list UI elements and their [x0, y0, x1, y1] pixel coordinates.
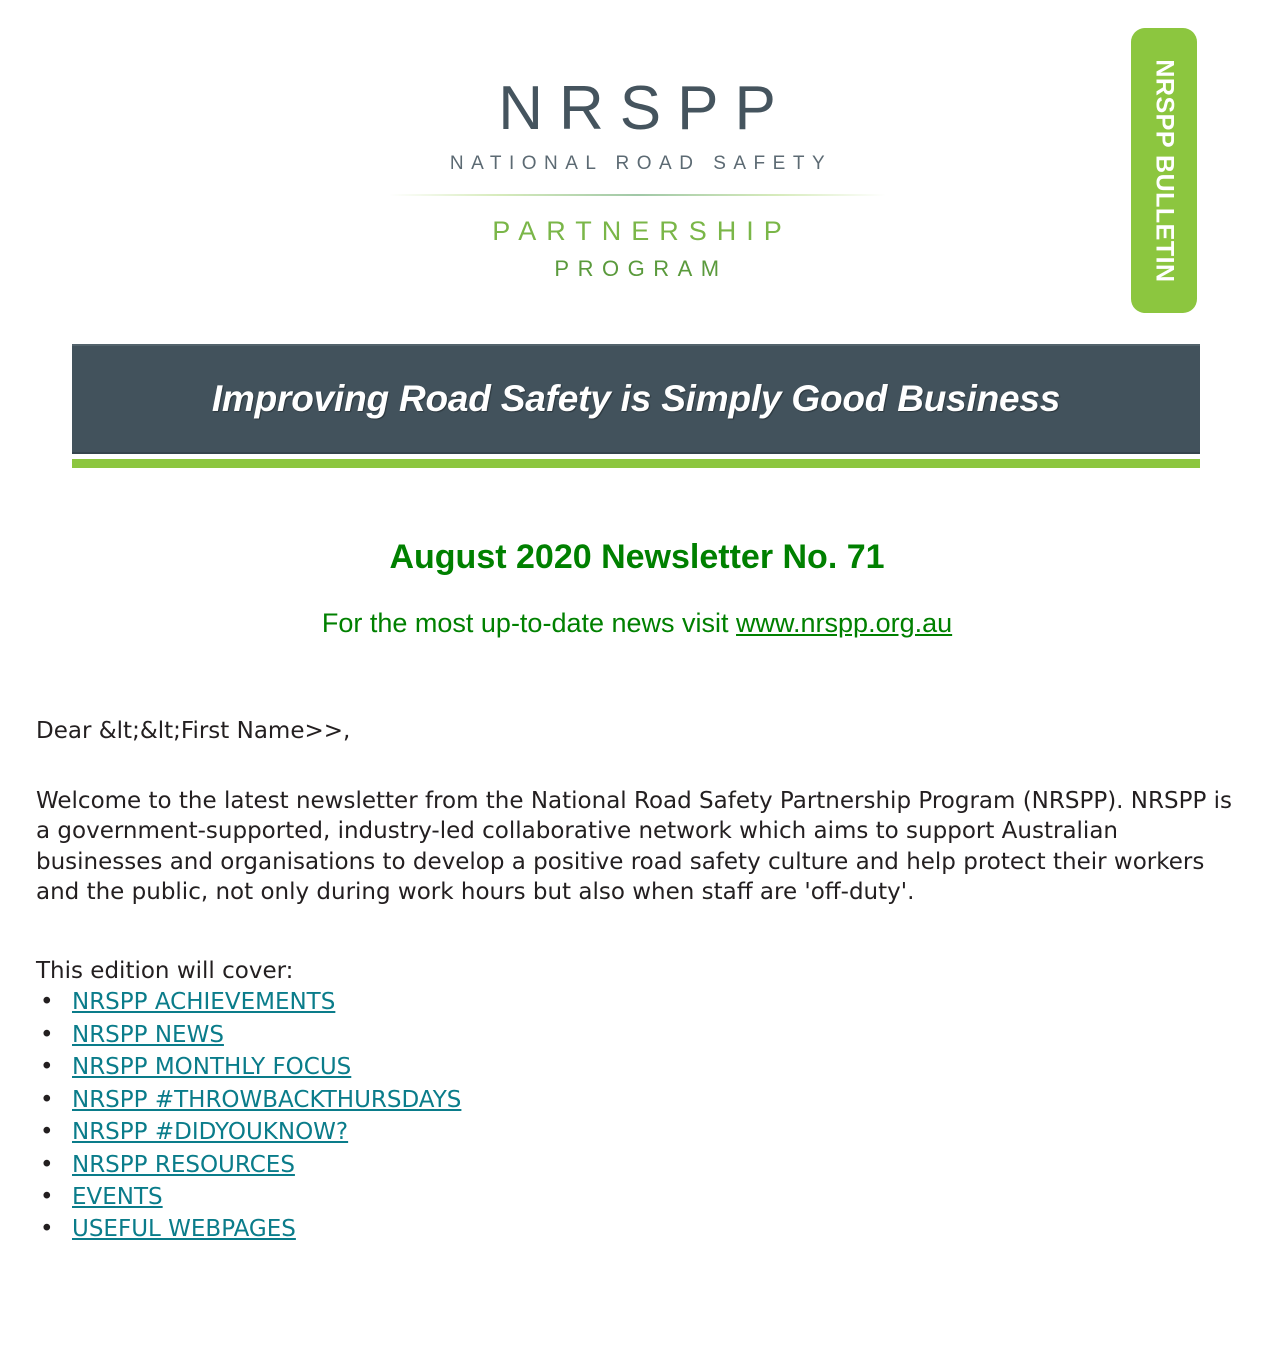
- cover-link-events[interactable]: EVENTS: [72, 1184, 163, 1210]
- nrspp-website-link[interactable]: www.nrspp.org.au: [736, 608, 953, 638]
- cover-link-news[interactable]: NRSPP NEWS: [72, 1021, 224, 1048]
- intro-paragraph: Welcome to the latest newsletter from the National Road Safety Partnership Program (NRSPP). NRSPP is a government-supported, industry-led collaborative network which aims to support Australian businesses and organisations to develop a positive road safety culture and help protect their workers and the public, not only during work hours but also when staff are 'off-duty'.: [36, 787, 1233, 906]
- cover-link-throwbackthursdays[interactable]: NRSPP #THROWBACKTHURSDAYS: [72, 1086, 462, 1113]
- logo-wordmark: NRSPP: [498, 74, 792, 143]
- cover-link-didyouknow[interactable]: NRSPP #DIDYOUKNOW?: [72, 1119, 349, 1146]
- list-item: [36, 1149, 1241, 1181]
- bullet-icon: •: [40, 1086, 54, 1113]
- bullet-icon: •: [40, 1021, 54, 1048]
- bulletin-tab-label: NRSPP BULLETIN: [1150, 58, 1179, 283]
- list-item: [36, 1084, 1241, 1116]
- list-item: [36, 1116, 1241, 1148]
- bullet-icon: •: [40, 1119, 54, 1146]
- cover-link-monthly-focus[interactable]: NRSPP MONTHLY FOCUS: [72, 1054, 352, 1081]
- newsletter-body: [36, 716, 1241, 1246]
- bullet-icon: •: [40, 1184, 54, 1210]
- bullet-icon: •: [40, 1054, 54, 1081]
- page-subtitle: [0, 608, 1274, 639]
- logo-program-text: PROGRAM: [554, 256, 728, 281]
- tagline-banner: [72, 344, 1200, 454]
- cover-link-useful-webpages[interactable]: USEFUL WEBPAGES: [72, 1216, 296, 1243]
- logo-partnership-text: PARTNERSHIP: [492, 216, 792, 246]
- page-subtitle-prefix: For the most up-to-date news visit: [321, 608, 737, 638]
- cover-heading: This edition will cover:: [36, 957, 294, 984]
- list-item: [36, 1181, 1241, 1213]
- cover-link-resources[interactable]: NRSPP RESOURCES: [72, 1151, 295, 1178]
- tagline-text: Improving Road Safety is Simply Good Business: [211, 378, 1061, 419]
- bullet-icon: •: [40, 1151, 54, 1178]
- list-item: [36, 1019, 1241, 1051]
- cover-link-achievements[interactable]: NRSPP ACHIEVEMENTS: [72, 989, 336, 1016]
- list-item: [36, 1051, 1241, 1083]
- logo-divider: [389, 194, 886, 196]
- cover-list: [36, 986, 1241, 1245]
- page-title: August 2020 Newsletter No. 71: [389, 538, 885, 576]
- list-item: [36, 1213, 1241, 1245]
- bullet-icon: •: [40, 1216, 54, 1243]
- list-item: [36, 986, 1241, 1018]
- salutation: Dear &lt;&lt;First Name>>,: [36, 718, 351, 744]
- bullet-icon: •: [40, 989, 54, 1016]
- banner-green-rule: [72, 459, 1200, 468]
- nrspp-logo: [0, 74, 1274, 282]
- logo-subtitle: NATIONAL ROAD SAFETY: [449, 153, 833, 174]
